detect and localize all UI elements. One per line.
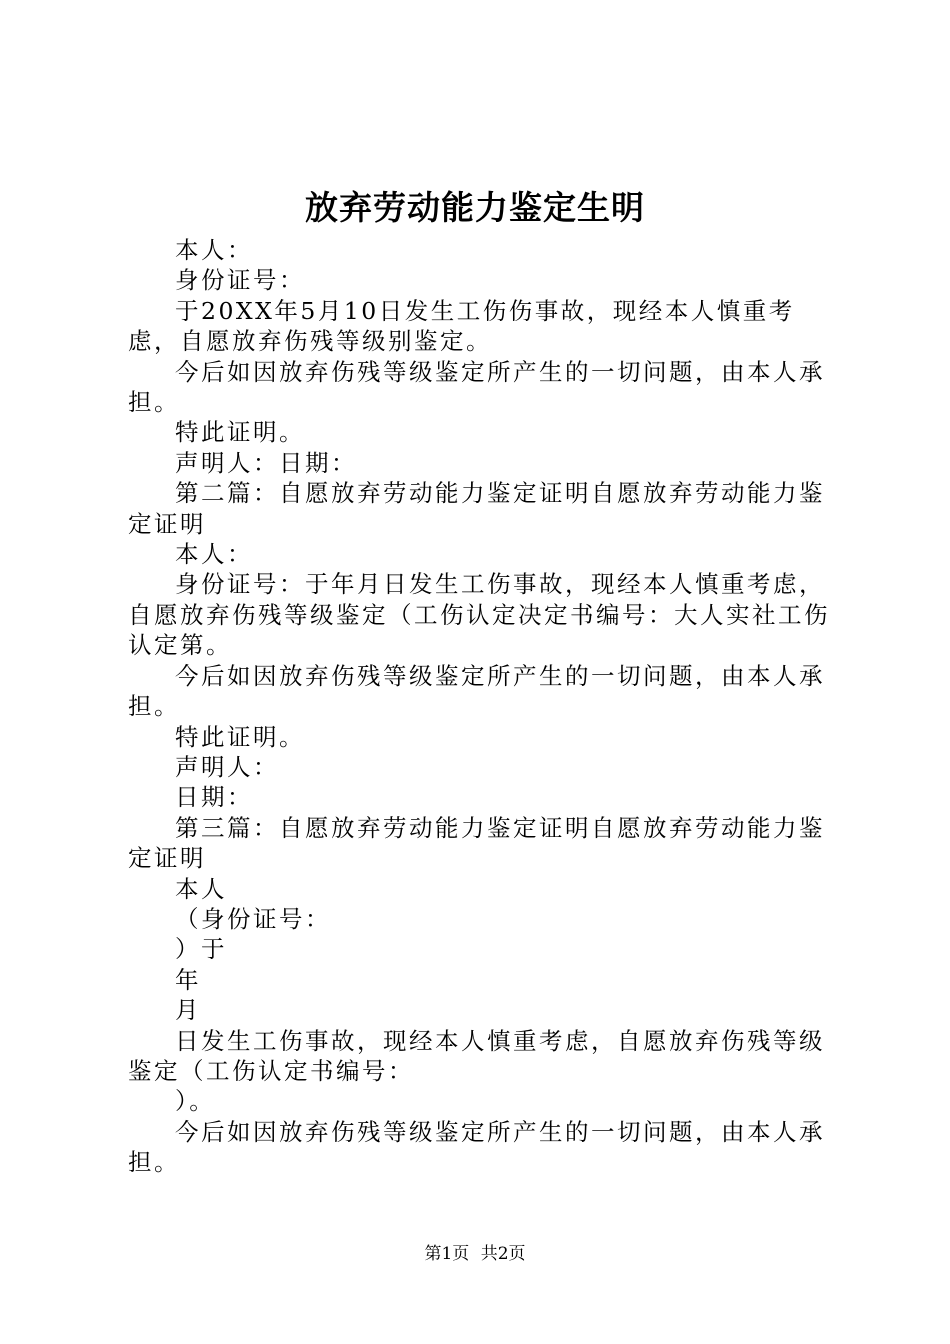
page-number-total: 共2页 (480, 1244, 526, 1264)
document-body (128, 235, 838, 1178)
paragraph: 于20XX年5月10日发生工伤伤事故，现经本人慎重考虑，自愿放弃伤残等级别鉴定。 (128, 296, 795, 356)
page-footer (0, 1242, 950, 1266)
section-heading: 第三篇：自愿放弃劳动能力鉴定证明自愿放弃劳动能力鉴定证明 (128, 813, 825, 873)
paragraph: 日发生工伤事故，现经本人慎重考虑，自愿放弃伤残等级鉴定（工伤认定书编号： (128, 1026, 825, 1085)
page-number-current: 第1页 (424, 1244, 470, 1264)
paragraph: 本人： (175, 236, 253, 264)
paragraph: 今后如因放弃伤残等级鉴定所产生的一切问题，由本人承担。 (128, 661, 825, 721)
paragraph: 特此证明。 (175, 418, 305, 447)
paragraph: 声明人：日期： (175, 448, 357, 477)
paragraph: 日期： (175, 783, 253, 812)
paragraph: 今后如因放弃伤残等级鉴定所产生的一切问题，由本人承担。 (128, 1117, 825, 1177)
paragraph: 今后如因放弃伤残等级鉴定所产生的一切问题，由本人承担。 (128, 357, 825, 417)
paragraph: 特此证明。 (175, 722, 305, 751)
document-title: 放弃劳动能力鉴定生明 (305, 188, 645, 227)
paragraph: 身份证号： (175, 266, 305, 295)
paragraph: ）。 (175, 1087, 216, 1116)
paragraph: （身份证号： (175, 904, 331, 933)
paragraph: 本人 (175, 874, 227, 903)
paragraph: 年 (175, 965, 201, 994)
paragraph: 身份证号：于年月日发生工伤事故，现经本人慎重考虑，自愿放弃伤残等级鉴定（工伤认定决定书编号：大人实社工伤认定第。 (128, 570, 830, 660)
paragraph: ）于 (175, 935, 227, 964)
paragraph: 本人： (175, 540, 253, 569)
paragraph: 声明人： (175, 752, 279, 781)
section-heading: 第二篇：自愿放弃劳动能力鉴定证明自愿放弃劳动能力鉴定证明 (128, 479, 825, 538)
paragraph: 月 (175, 996, 201, 1025)
